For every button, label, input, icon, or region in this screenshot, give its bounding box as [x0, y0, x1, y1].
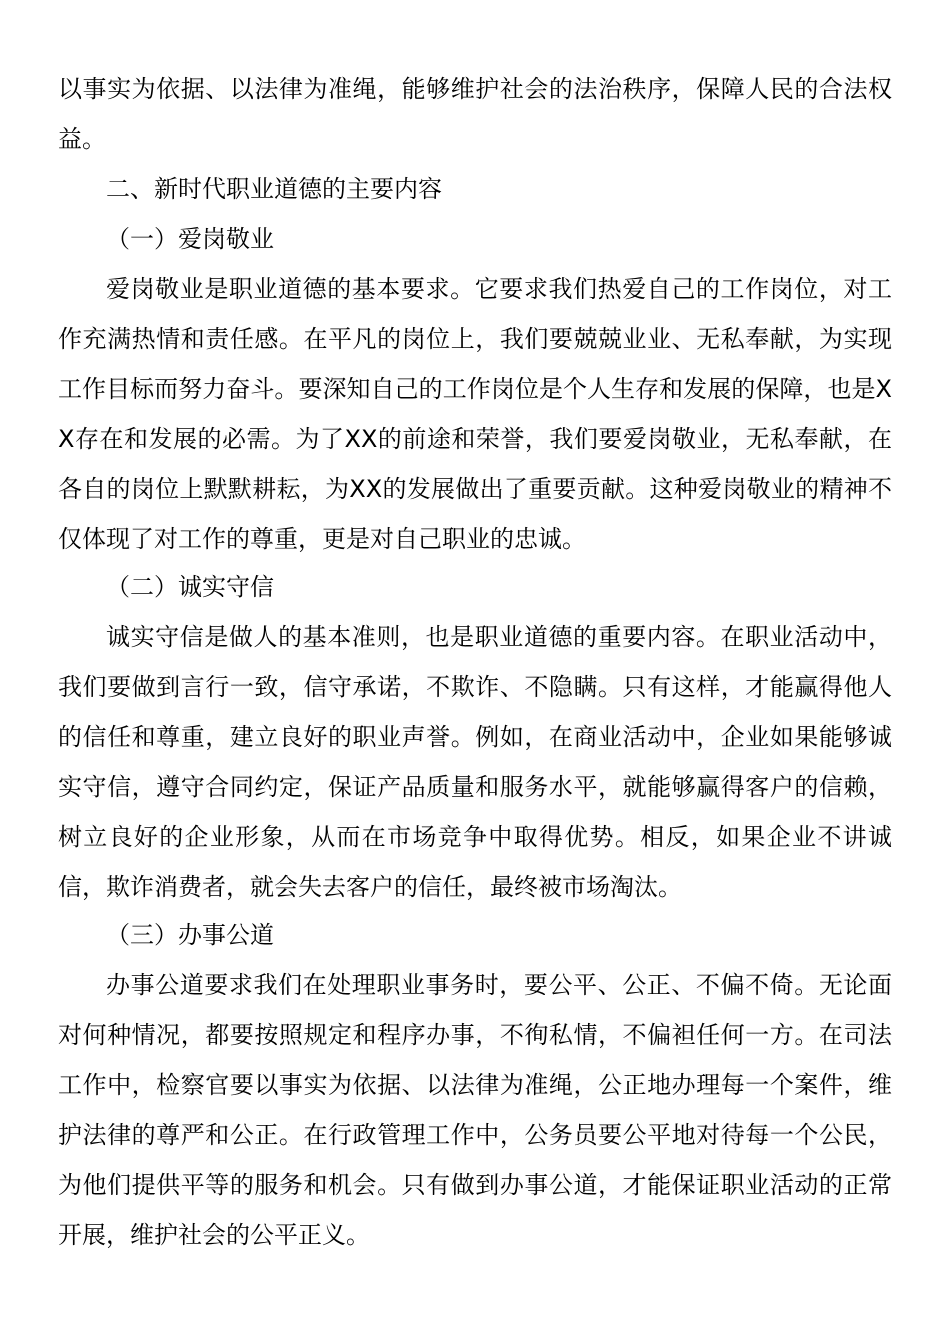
subsection-title-chengshi-shouxin: （二）诚实守信: [106, 573, 274, 601]
continuation-paragraph: 以事实为依据、以法律为准绳，能够维护社会的法治秩序，保障人民的合法权益。: [58, 75, 892, 153]
subsection-body-chengshi-shouxin: 诚实守信是做人的基本准则，也是职业道德的重要内容。在职业活动中，我们要做到言行一致，信守承诺，不欺诈、不隐瞒。只有这样，才能赢得他人的信任和尊重，建立良好的职业声誉。例如，在商业活动中，企业如果能够诚实守信，遵守合同约定，保证产品质量和服务水平，就能够赢得客户的信赖，树立良好的企业形象，从而在市场竞争中取得优势。相反，如果企业不讲诚信，欺诈消费者，就会失去客户的信任，最终被市场淘汰。: [58, 623, 892, 901]
subsection-title-banshi-gongdao: （三）办事公道: [106, 921, 274, 949]
section-heading: 二、新时代职业道德的主要内容: [106, 175, 442, 203]
subsection-body-banshi-gongdao: 办事公道要求我们在处理职业事务时，要公平、公正、不偏不倚。无论面对何种情况，都要按照规定和程序办事，不徇私情，不偏袒任何一方。在司法工作中，检察官要以事实为依据、以法律为准绳，公正地办理每一个案件，维护法律的尊严和公正。在行政管理工作中，公务员要公平地对待每一个公民，为他们提供平等的服务和机会。只有做到办事公道，才能保证职业活动的正常开展，维护社会的公平正义。: [58, 971, 892, 1249]
subsection-title-aigang-jingye: （一）爱岗敬业: [106, 225, 274, 253]
subsection-body-aigang-jingye: 爱岗敬业是职业道德的基本要求。它要求我们热爱自己的工作岗位，对工作充满热情和责任感。在平凡的岗位上，我们要兢兢业业、无私奉献，为实现工作目标而努力奋斗。要深知自己的工作岗位是个人生存和发展的保障，也是XX存在和发展的必需。为了XX的前途和荣誉，我们要爱岗敬业，无私奉献，在各自的岗位上默默耕耘，为XX的发展做出了重要贡献。这种爱岗敬业的精神不仅体现了对工作的尊重，更是对自己职业的忠诚。: [58, 275, 892, 553]
